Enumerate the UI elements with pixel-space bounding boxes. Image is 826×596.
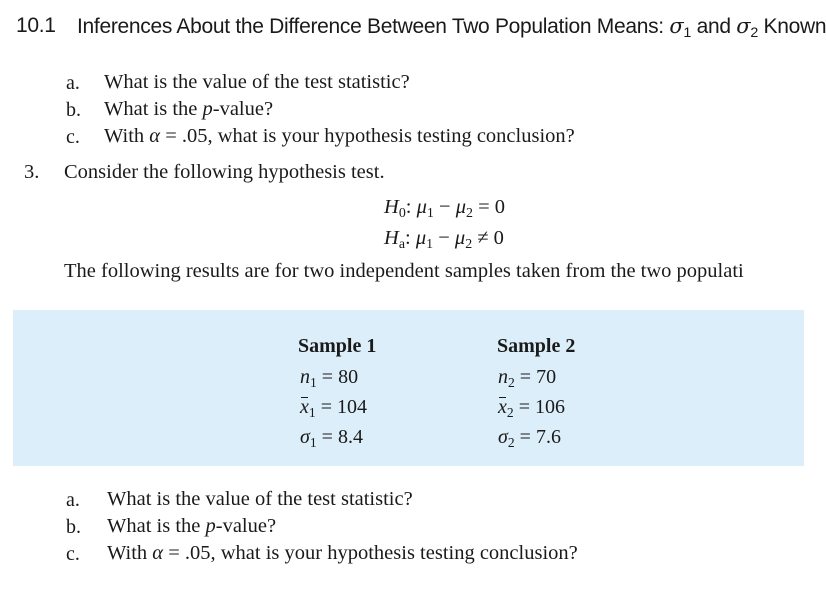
h0-mu2-sub: 2 bbox=[465, 205, 473, 221]
sample1-xbar-sub: 1 bbox=[308, 404, 316, 420]
question-b-text-after: -value? bbox=[215, 515, 277, 537]
question-a-letter: a. bbox=[66, 489, 80, 511]
known-word: Known bbox=[763, 15, 826, 38]
prev-question-c-text bbox=[104, 125, 575, 148]
sample1-sigma bbox=[300, 425, 367, 455]
question-c-text-before: With bbox=[107, 542, 153, 564]
sample1-sigma-value: = 8.4 bbox=[316, 425, 363, 448]
ha-minus: − bbox=[433, 227, 455, 249]
question-a-text: What is the value of the test statistic? bbox=[107, 488, 413, 510]
prev-question-c-letter: c. bbox=[66, 126, 80, 148]
sigma2-symbol: σ bbox=[736, 14, 751, 38]
h0-mu1-sub: 1 bbox=[426, 205, 434, 221]
question-c-alpha: α bbox=[152, 542, 164, 564]
sample2-sigma bbox=[498, 425, 565, 455]
prev-question-b-letter: b. bbox=[66, 99, 81, 121]
sample2-mean bbox=[498, 395, 565, 425]
null-hypothesis bbox=[384, 196, 505, 222]
question-b-text-before: What is the bbox=[107, 515, 206, 537]
sample-data-panel bbox=[13, 310, 804, 466]
ha-H: H bbox=[384, 227, 399, 249]
sample1-xbar-symbol: x bbox=[300, 395, 309, 418]
and-word: and bbox=[696, 15, 731, 38]
sample2-values bbox=[498, 365, 565, 454]
sample1-mean-value: = 104 bbox=[315, 395, 367, 418]
ha-mu1: μ bbox=[415, 227, 427, 249]
sample2-xbar-sub: 2 bbox=[506, 404, 514, 420]
sample1-heading: Sample 1 bbox=[298, 335, 377, 357]
prev-question-c-text-after: = .05, what is your hypothesis testing conclusion? bbox=[160, 125, 575, 147]
ha-relation: ≠ 0 bbox=[472, 227, 504, 249]
question-b-letter: b. bbox=[66, 516, 81, 538]
ha-mu2-sub: 2 bbox=[465, 236, 473, 252]
sample2-n-symbol: n bbox=[498, 366, 508, 388]
sample2-n-sub: 2 bbox=[508, 374, 515, 390]
prev-question-a-text: What is the value of the test statistic? bbox=[104, 71, 410, 93]
alternative-hypothesis bbox=[384, 227, 504, 253]
sample2-sigma-sub: 2 bbox=[507, 434, 515, 450]
ha-mu2: μ bbox=[454, 227, 466, 249]
sample1-sigma-symbol: σ bbox=[300, 425, 310, 448]
problem-statement: Consider the following hypothesis test. bbox=[64, 161, 385, 183]
sample1-n bbox=[300, 365, 367, 395]
sample2-sigma-value: = 7.6 bbox=[514, 425, 561, 448]
sample1-mean bbox=[300, 395, 367, 425]
question-b-text bbox=[107, 515, 276, 538]
sigma2-subscript: 2 bbox=[750, 24, 758, 41]
sample2-heading: Sample 2 bbox=[497, 335, 576, 357]
sample1-n-value: = 80 bbox=[316, 366, 359, 388]
sample2-n-value: = 70 bbox=[514, 366, 557, 388]
sample2-n bbox=[498, 365, 565, 395]
question-c-text-after: = .05, what is your hypothesis testing conclusion? bbox=[163, 542, 578, 564]
question-b-italic-p: p bbox=[205, 515, 216, 537]
h0-colon: : bbox=[405, 196, 412, 218]
ha-mu1-sub: 1 bbox=[426, 236, 434, 252]
prev-question-b-text bbox=[104, 98, 273, 121]
sample1-sigma-sub: 1 bbox=[309, 434, 317, 450]
sample2-mean-value: = 106 bbox=[513, 395, 565, 418]
h0-relation: = 0 bbox=[472, 196, 506, 218]
question-c-text bbox=[107, 542, 578, 565]
prev-question-b-text-after: -value? bbox=[212, 98, 274, 120]
results-text: The following results are for two independent samples taken from the two populati bbox=[64, 260, 744, 282]
prev-question-c-text-before: With bbox=[104, 125, 150, 147]
prev-question-a-letter: a. bbox=[66, 72, 80, 94]
prev-question-b-italic-p: p bbox=[202, 98, 213, 120]
sample1-n-sub: 1 bbox=[310, 374, 317, 390]
sample2-sigma-symbol: σ bbox=[498, 425, 508, 448]
h0-H: H bbox=[384, 196, 399, 218]
section-title bbox=[77, 14, 826, 41]
h0-minus: − bbox=[433, 196, 456, 218]
sample1-n-symbol: n bbox=[300, 366, 310, 388]
section-title-text: Inferences About the Difference Between Two Population Means: bbox=[77, 15, 664, 38]
h0-sub: 0 bbox=[398, 205, 406, 221]
sample1-values bbox=[300, 365, 367, 454]
h0-mu2: μ bbox=[455, 196, 466, 218]
sigma1-symbol: σ bbox=[669, 14, 684, 38]
sigma1-subscript: 1 bbox=[683, 24, 692, 41]
sample2-xbar-symbol: x bbox=[498, 395, 507, 418]
prev-question-b-text-before: What is the bbox=[104, 98, 203, 120]
prev-question-c-alpha: α bbox=[149, 125, 161, 147]
section-number: 10.1 bbox=[16, 14, 56, 37]
h0-mu1: μ bbox=[416, 196, 427, 218]
ha-colon: : bbox=[405, 227, 411, 249]
ha-sub: a bbox=[398, 236, 405, 252]
question-c-letter: c. bbox=[66, 543, 80, 565]
problem-number: 3. bbox=[24, 161, 40, 183]
